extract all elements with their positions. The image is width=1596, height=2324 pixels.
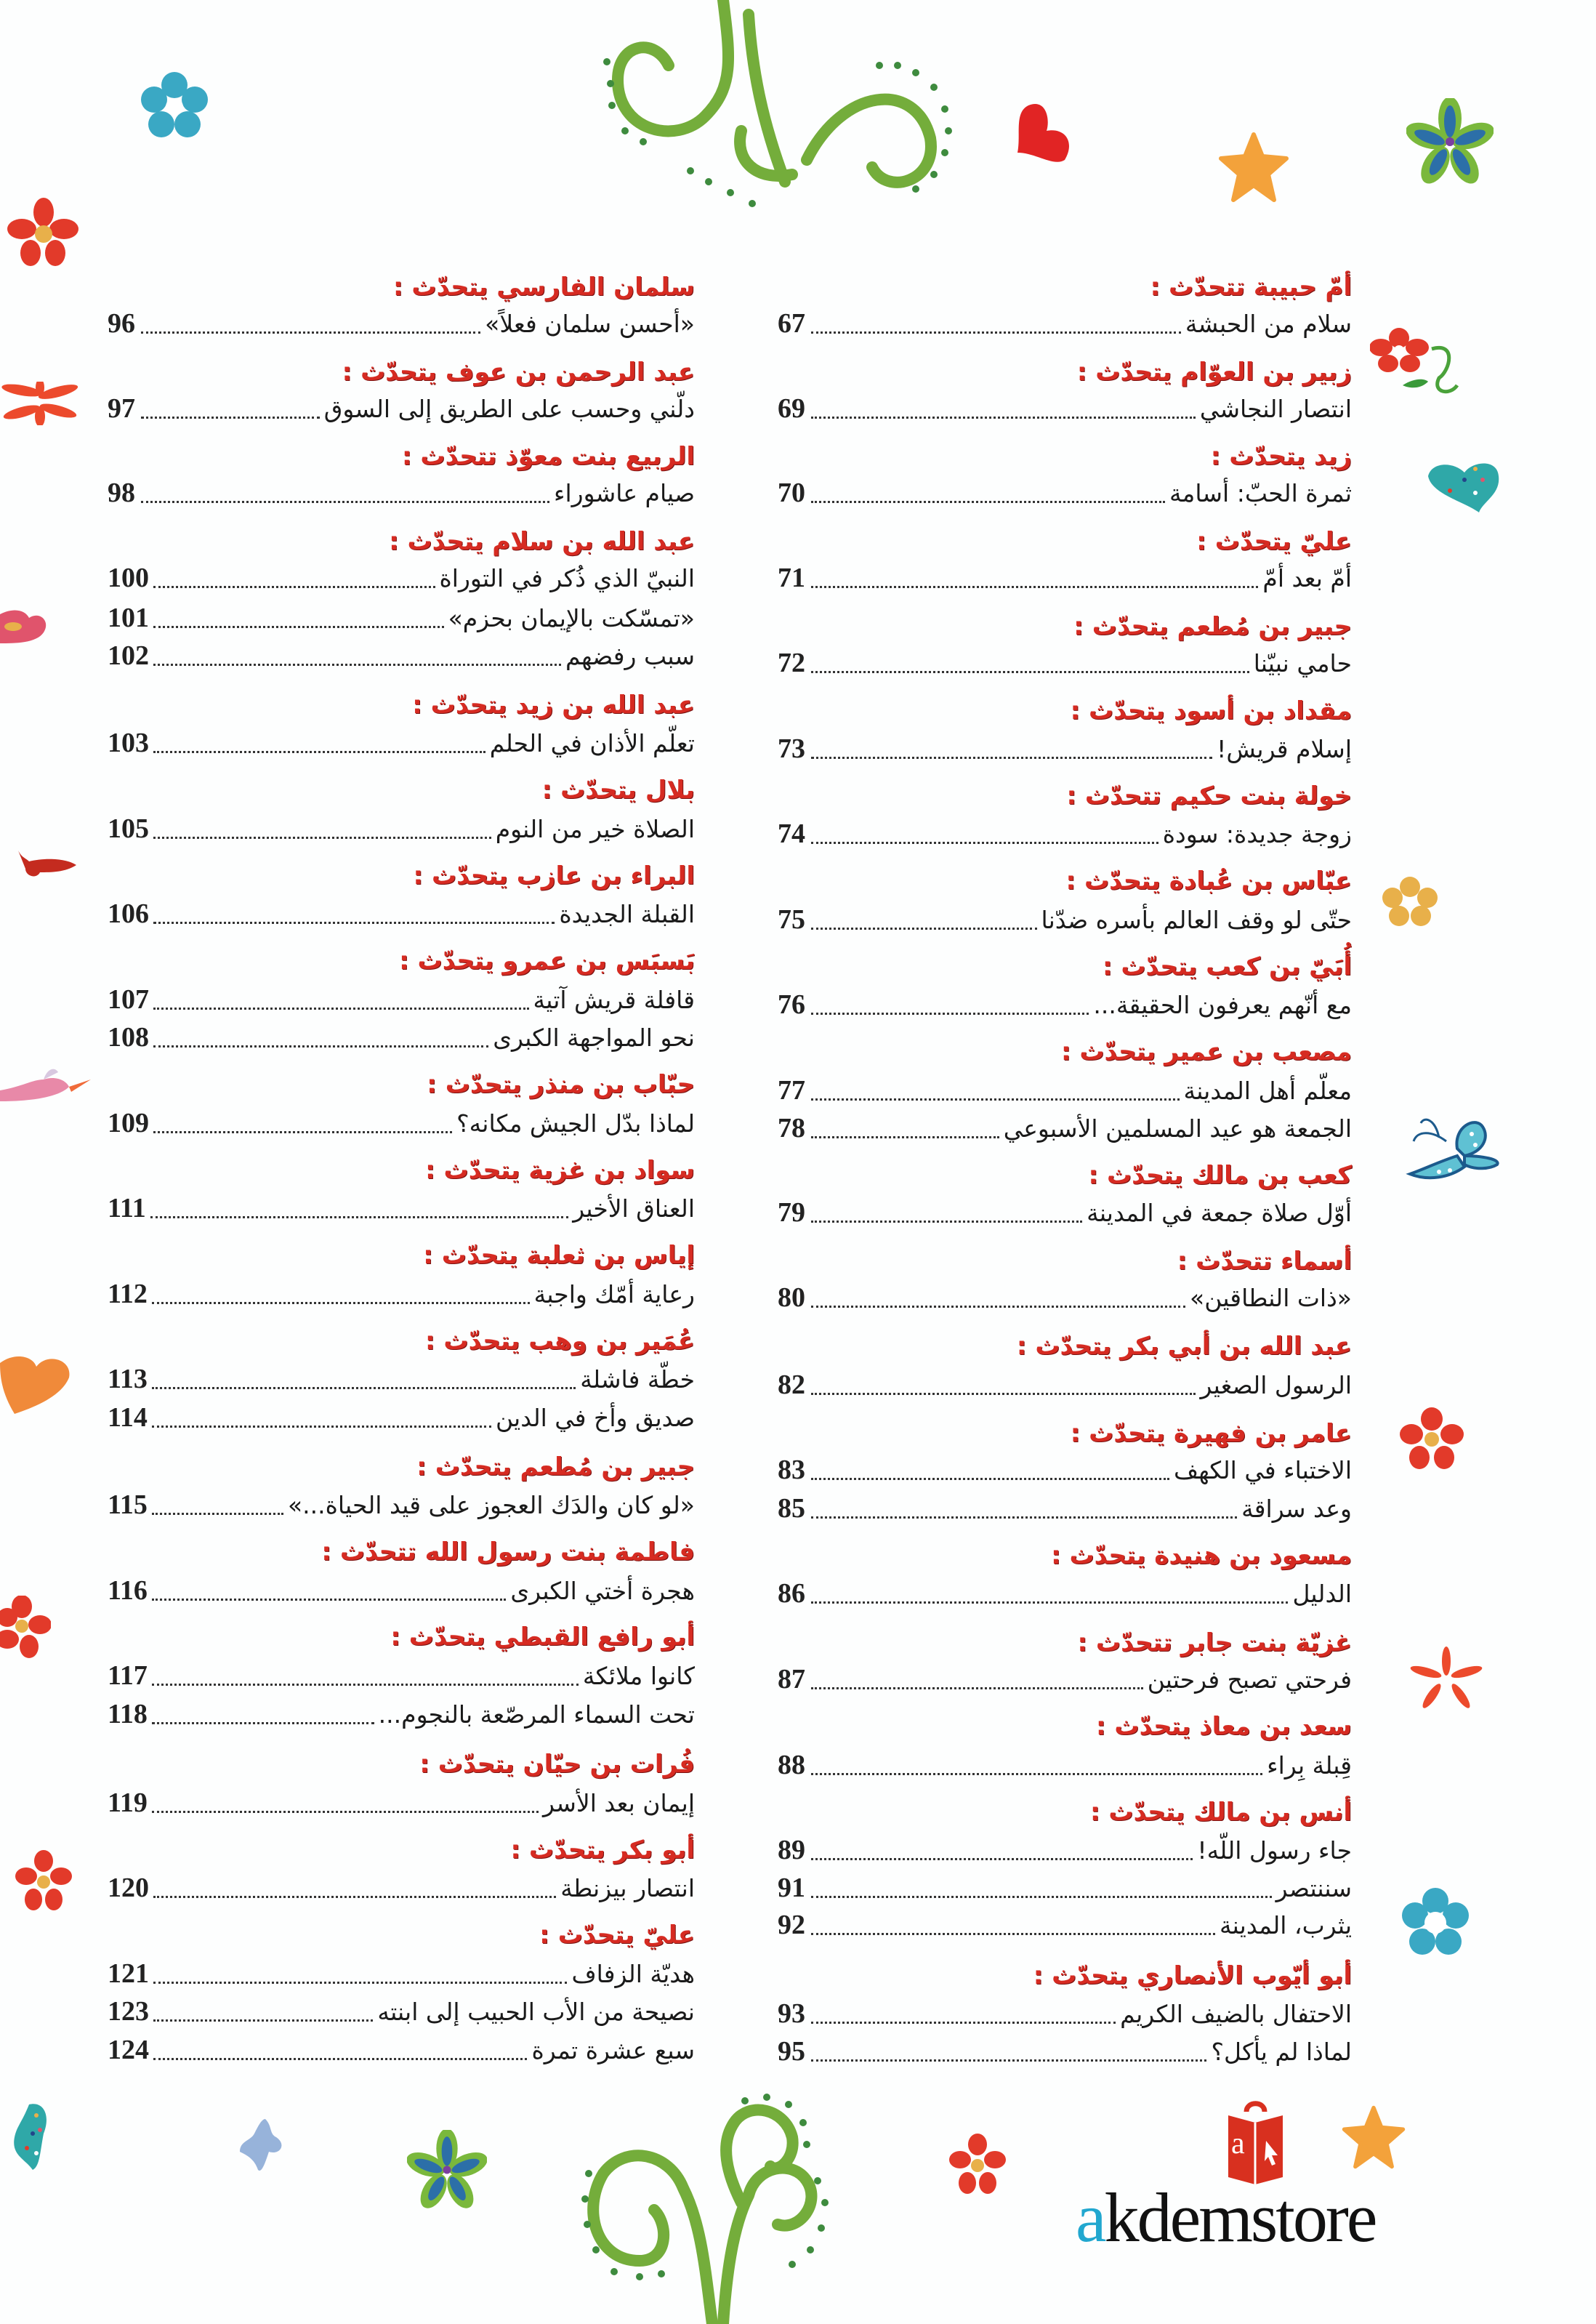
toc-entry[interactable]: [778, 1869, 1352, 1907]
entry-title: الجمعة هو عيد المسلمين الأسبوعي: [1003, 1114, 1352, 1143]
toc-entry[interactable]: [778, 1451, 1352, 1489]
page-number: 113: [108, 1364, 148, 1394]
page-number: 124: [108, 2035, 149, 2065]
flower-lavender-icon: [236, 2115, 287, 2177]
entry-title: أمّ بعد أمّ: [1262, 563, 1352, 592]
page-number: 108: [108, 1022, 149, 1053]
page-number: 86: [778, 1578, 805, 1609]
toc-entry[interactable]: [778, 1995, 1352, 2033]
toc-entry[interactable]: [108, 981, 695, 1018]
entry-title: مع أنّهم يعرفون الحقيقة...: [1093, 990, 1352, 1019]
page-number: 96: [108, 308, 135, 339]
entry-title: نحو المواجهة الكبرى: [493, 1023, 695, 1052]
dot-leader: [811, 1306, 1185, 1308]
entry-title: خطّة فاشلة: [580, 1364, 695, 1394]
dot-leader: [811, 1858, 1193, 1860]
dot-leader: [811, 331, 1181, 334]
toc-entry[interactable]: [778, 1831, 1352, 1869]
dot-leader: [141, 417, 320, 419]
section-heading: عبد الله بن أبي بكر يتحدّث :: [1016, 1332, 1352, 1361]
entry-title: الدليل: [1292, 1579, 1352, 1608]
entry-title: حتّى لو وقف العالم بأسره ضدّنا: [1041, 905, 1352, 934]
entry-title: نصيحة من الأب الحبيب إلى ابنته: [377, 1997, 695, 2026]
dot-leader: [811, 417, 1196, 419]
toc-entry[interactable]: [108, 810, 695, 848]
toc-entry[interactable]: [778, 986, 1352, 1024]
toc-entry[interactable]: [108, 1360, 695, 1398]
toc-entry[interactable]: [108, 637, 695, 675]
toc-entry[interactable]: [108, 1695, 695, 1733]
dot-leader: [811, 1933, 1215, 1935]
entry-title: زوجة جديدة: سودة: [1162, 819, 1352, 848]
entry-title: الاختباء في الكهف: [1174, 1455, 1352, 1484]
dot-leader: [811, 1478, 1169, 1480]
toc-entry[interactable]: [778, 1366, 1352, 1404]
logo-badge-letter: a: [1231, 2127, 1245, 2160]
entry-title: إيمان بعد الأسر: [543, 1788, 695, 1817]
entry-title: «أحسن سلمان فعلاً»: [485, 309, 695, 338]
toc-entry[interactable]: [778, 390, 1352, 427]
heart-teal-icon: [1424, 458, 1504, 516]
entry-title: إسلام قريش!: [1217, 734, 1352, 763]
page-number: 109: [108, 1108, 149, 1138]
section-heading: سواد بن غزية يتحدّث :: [425, 1156, 695, 1185]
entry-title: هجرة أختي الكبرى: [510, 1576, 695, 1605]
entry-title: لماذا لم يأكل؟: [1211, 2037, 1352, 2066]
entry-title: النبيّ الذي ذُكر في التوراة: [439, 563, 695, 592]
page-number: 83: [778, 1455, 805, 1485]
flower-red-bottom-left-icon: [15, 1850, 73, 1915]
toc-entry[interactable]: [108, 895, 695, 933]
section-heading: كعب بن مالك يتحدّث :: [1088, 1161, 1352, 1190]
entry-title: انتصار النجاشي: [1199, 394, 1352, 423]
dot-leader: [152, 1426, 491, 1428]
dot-leader: [141, 331, 480, 334]
section-heading: فاطمة بنت رسول الله تتحدّث :: [321, 1537, 695, 1567]
page-number: 78: [778, 1113, 805, 1143]
page-number: 89: [778, 1835, 805, 1865]
dot-leader: [811, 1393, 1196, 1395]
entry-title: القبلة الجديدة: [559, 899, 695, 928]
page-number: 69: [778, 393, 805, 424]
dot-leader: [152, 1684, 579, 1686]
toc-entry[interactable]: [778, 901, 1352, 938]
page-number: 112: [108, 1279, 148, 1309]
page-number: 107: [108, 984, 149, 1015]
entry-title: معلّم أهل المدينة: [1183, 1076, 1352, 1105]
section-heading: جبير بن مُطعم يتحدّث :: [416, 1452, 695, 1481]
page-number: 92: [778, 1910, 805, 1940]
page-number: 79: [778, 1197, 805, 1228]
entry-title: صيام عاشوراء: [553, 478, 695, 507]
heart-teal-bottom-icon: [11, 2101, 55, 2181]
dot-leader: [153, 1896, 556, 1898]
entry-title: الصلاة خير من النوم: [495, 814, 695, 843]
toc-entry[interactable]: [778, 1660, 1352, 1698]
toc-entry[interactable]: [108, 2031, 695, 2069]
section-heading: بَسبَس بن عمرو يتحدّث :: [399, 946, 695, 976]
section-heading: عبد الرحمن بن عوف يتحدّث :: [342, 358, 695, 387]
page-number: 75: [778, 904, 805, 935]
section-heading: عُمَير بن وهب يتحدّث :: [424, 1327, 695, 1356]
brand-name: kdemstore: [1104, 2179, 1376, 2256]
section-heading: حبّاب بن منذر يتحدّث :: [427, 1070, 695, 1099]
dot-leader: [153, 586, 435, 588]
page-number: 101: [108, 603, 149, 633]
dot-leader: [811, 1773, 1262, 1775]
dot-leader: [153, 1982, 567, 1984]
dot-leader: [811, 671, 1249, 673]
toc-entry[interactable]: [108, 724, 695, 762]
flower-red-small-icon: [0, 1596, 51, 1661]
entry-title: تعلّم الأذان في الحلم: [489, 728, 695, 757]
page-number: 74: [778, 819, 805, 849]
entry-title: كانوا ملائكة: [582, 1661, 695, 1690]
page-number: 87: [778, 1664, 805, 1694]
dot-leader: [811, 1516, 1237, 1519]
dot-leader: [152, 1387, 576, 1389]
section-heading: أبو أيّوب الأنصاري يتحدّث :: [1033, 1961, 1352, 1990]
dot-leader: [811, 928, 1037, 930]
dot-leader: [153, 1008, 529, 1010]
heart-pink-icon: [0, 603, 51, 654]
entry-title: سلام من الحبشة: [1185, 309, 1352, 338]
dot-leader: [811, 757, 1212, 759]
butterfly-icon: [1395, 1112, 1504, 1185]
entry-title: قافلة قريش آتية: [533, 985, 695, 1014]
dot-leader: [811, 586, 1258, 588]
entry-title: «ذات النطاقين»: [1190, 1283, 1352, 1312]
toc-entry[interactable]: [778, 644, 1352, 682]
dot-leader: [141, 501, 549, 503]
toc-entry[interactable]: [778, 1746, 1352, 1784]
toc-entry[interactable]: [108, 1399, 695, 1436]
section-heading: إياس بن ثعلبة يتحدّث :: [423, 1241, 695, 1270]
dot-leader: [152, 1722, 374, 1724]
page-number: 67: [778, 308, 805, 339]
toc-entry[interactable]: [108, 1993, 695, 2030]
entry-title: فرحتي تصبح فرحتين: [1147, 1665, 1352, 1694]
heart-red-icon: [1014, 98, 1079, 171]
section-heading: عبد الله بن سلام يتحدّث :: [389, 527, 695, 556]
section-heading: البراء بن عازب يتحدّث :: [413, 861, 695, 890]
brand-logo: [1076, 2097, 1454, 2256]
dot-leader: [811, 501, 1165, 503]
dot-leader: [811, 2059, 1206, 2062]
page-number: 115: [108, 1489, 148, 1520]
toc-entry[interactable]: [778, 1109, 1352, 1147]
page-number: 120: [108, 1873, 149, 1903]
dot-leader: [153, 922, 555, 924]
entry-title: الاحتفال بالضيف الكريم: [1120, 1999, 1352, 2028]
page-number: 105: [108, 813, 149, 844]
toc-entry[interactable]: [778, 1071, 1352, 1109]
dot-leader: [811, 1221, 1082, 1223]
decorative-swirl-bottom-icon: [560, 2086, 879, 2324]
entry-title: انتصار بيزنطة: [560, 1873, 695, 1902]
section-heading: زبير بن العوّام يتحدّث :: [1076, 358, 1352, 387]
toc-entry[interactable]: [108, 305, 695, 342]
page-number: 88: [778, 1750, 805, 1780]
toc-entry[interactable]: [108, 1018, 695, 1056]
page-number: 119: [108, 1788, 148, 1818]
entry-title: حامي نبيّنا: [1253, 648, 1352, 678]
page-number: 97: [108, 393, 135, 424]
page-number: 72: [778, 648, 805, 678]
flower-blue-icon: [138, 69, 211, 142]
toc-entry[interactable]: [108, 1104, 695, 1142]
dot-leader: [152, 1513, 283, 1515]
dot-leader: [811, 1136, 999, 1138]
flower-red-icon: [7, 196, 80, 269]
entry-title: دلّني وحسب على الطريق إلى السوق: [323, 394, 695, 423]
toc-entry[interactable]: [778, 559, 1352, 597]
page-number: 121: [108, 1958, 149, 1989]
page-number: 73: [778, 733, 805, 764]
page-number: 100: [108, 563, 149, 593]
entry-title: تحت السماء المرصّعة بالنجوم...: [378, 1700, 695, 1729]
entry-title: العناق الأخير: [573, 1194, 695, 1223]
section-heading: أبو رافع القبطي يتحدّث :: [390, 1623, 695, 1652]
toc-entry[interactable]: [108, 1275, 695, 1313]
toc-entry[interactable]: [108, 1784, 695, 1822]
leaf-red-icon: [7, 847, 80, 905]
dot-leader: [811, 1601, 1288, 1604]
section-heading: مقداد بن أسود يتحدّث :: [1070, 696, 1352, 725]
toc-entry[interactable]: [108, 1869, 695, 1907]
dot-leader: [153, 1131, 452, 1133]
dot-leader: [153, 664, 561, 666]
entry-title: «لو كان والدَك العجوز على قيد الحياة...»: [287, 1490, 695, 1519]
entry-title: ثمرة الحبّ: أسامة: [1169, 478, 1352, 507]
page-number: 82: [778, 1370, 805, 1400]
flower-starburst-icon: [0, 382, 80, 425]
section-heading: أنس بن مالك يتحدّث :: [1090, 1798, 1352, 1827]
dot-leader: [811, 842, 1158, 844]
section-heading: جبير بن مُطعم يتحدّث :: [1073, 612, 1352, 641]
toc-entry[interactable]: [778, 2033, 1352, 2070]
flower-green-blue-bottom-icon: [407, 2130, 487, 2210]
toc-entry[interactable]: [778, 730, 1352, 768]
entry-title: صديق وأخ في الدين: [495, 1403, 695, 1432]
flower-red-right-icon: [1399, 1407, 1464, 1472]
page-number: 123: [108, 1996, 149, 2027]
entry-title: سبب رفضهم: [565, 641, 695, 670]
section-heading: مسعود بن هنيدة يتحدّث :: [1051, 1541, 1352, 1570]
entry-title: سبع عشرة تمرة: [531, 2035, 695, 2064]
dot-leader: [811, 1896, 1272, 1898]
page-number: 76: [778, 989, 805, 1020]
dot-leader: [811, 1098, 1180, 1101]
section-heading: عليّ يتحدّث :: [539, 1921, 695, 1950]
entry-title: «تمسّكت بالإيمان بحزم»: [448, 603, 695, 632]
page-number: 98: [108, 478, 135, 508]
section-heading: خولة بنت حكيم تتحدّث :: [1066, 781, 1352, 811]
dot-leader: [153, 1045, 488, 1048]
brand-wordmark: [1076, 2177, 1376, 2258]
page-number: 117: [108, 1660, 148, 1691]
decorative-swirl-top-icon: [567, 0, 1003, 247]
brand-accent-letter: a: [1076, 2179, 1105, 2256]
section-heading: مصعب بن عمير يتحدّث :: [1060, 1037, 1352, 1066]
entry-title: يثرب، المدينة: [1219, 1910, 1352, 1939]
entry-title: جاء رسول اللّه!: [1197, 1836, 1352, 1865]
page-number: 111: [108, 1193, 146, 1223]
section-heading: بلال يتحدّث :: [541, 776, 695, 805]
entry-title: رعاية أمّك واجبة: [533, 1279, 695, 1308]
entry-title: هديّة الزفاف: [571, 1959, 695, 1988]
page-number: 95: [778, 2036, 805, 2067]
flower-starburst-right-icon: [1410, 1646, 1483, 1712]
toc-entry[interactable]: [778, 1575, 1352, 1612]
entry-title: الرسول الصغير: [1200, 1370, 1352, 1399]
dot-leader: [153, 2019, 373, 2022]
entry-title: وعد سراقة: [1241, 1494, 1352, 1523]
page-number: 114: [108, 1402, 148, 1433]
page-number: 70: [778, 478, 805, 508]
toc-entry[interactable]: [778, 815, 1352, 853]
dot-leader: [153, 837, 491, 839]
toc-entry[interactable]: [108, 1955, 695, 1993]
dot-leader: [153, 626, 444, 628]
star-orange-icon: [1217, 131, 1290, 204]
section-heading: الربيع بنت معوّذ تتحدّث :: [402, 442, 695, 471]
dot-leader: [152, 1811, 539, 1813]
toc-entry[interactable]: [108, 1572, 695, 1609]
dot-leader: [153, 751, 485, 753]
toc-entry[interactable]: [108, 1486, 695, 1524]
entry-title: سننتصر: [1275, 1873, 1352, 1902]
toc-entry[interactable]: [108, 1657, 695, 1694]
toc-entry[interactable]: [778, 474, 1352, 512]
entry-title: أوّل صلاة جمعة في المدينة: [1087, 1198, 1352, 1227]
toc-entry[interactable]: [778, 305, 1352, 342]
flower-red-bottom-icon: [948, 2134, 1007, 2199]
section-heading: سعد بن معاذ يتحدّث :: [1096, 1712, 1352, 1741]
toc-entry[interactable]: [778, 1279, 1352, 1316]
page-number: 118: [108, 1699, 148, 1729]
dot-leader: [811, 1013, 1089, 1015]
page-number: 93: [778, 1998, 805, 2029]
bird-pink-icon: [0, 1058, 94, 1116]
dot-leader: [152, 1599, 506, 1601]
flower-vine-icon: [1370, 327, 1486, 407]
toc-entry[interactable]: [778, 1489, 1352, 1527]
page-number: 85: [778, 1493, 805, 1524]
toc-entry[interactable]: [778, 1194, 1352, 1231]
section-heading: فُرات بن حيّان يتحدّث :: [419, 1750, 695, 1779]
toc-entry[interactable]: [108, 474, 695, 512]
dot-leader: [152, 1302, 530, 1304]
section-heading: أمّ حبيبة تتحدّث :: [1150, 273, 1352, 302]
toc-entry[interactable]: [108, 599, 695, 637]
dot-leader: [150, 1216, 568, 1218]
section-heading: عبّاس بن عُبادة يتحدّث :: [1065, 867, 1352, 896]
section-heading: عليّ يتحدّث :: [1196, 527, 1352, 556]
section-heading: سلمان الفارسي يتحدّث :: [392, 273, 695, 302]
entry-title: قِبلة بِراء: [1267, 1750, 1352, 1780]
page-number: 102: [108, 640, 149, 671]
section-heading: أبو بكر يتحدّث :: [510, 1836, 695, 1865]
dot-leader: [153, 2058, 527, 2060]
section-heading: عبد الله بن زيد يتحدّث :: [412, 691, 695, 720]
flower-green-blue-icon: [1406, 98, 1494, 185]
section-heading: أُبَيّ بن كعب يتحدّث :: [1102, 952, 1352, 981]
flower-blue-right-icon: [1399, 1886, 1472, 1959]
toc-entry[interactable]: [108, 559, 695, 597]
page-number: 77: [778, 1075, 805, 1106]
section-heading: عامر بن فهيرة يتحدّث :: [1070, 1419, 1352, 1448]
entry-title: لماذا بدّل الجيش مكانه؟: [456, 1109, 695, 1138]
page-number: 116: [108, 1575, 148, 1606]
page-number: 91: [778, 1873, 805, 1903]
section-heading: أسماء تتحدّث :: [1177, 1247, 1352, 1276]
section-heading: غزيّة بنت جابر تتحدّث :: [1077, 1628, 1352, 1657]
section-heading: زيد يتحدّث :: [1210, 442, 1352, 471]
toc-entry[interactable]: [108, 390, 695, 427]
dot-leader: [811, 1687, 1143, 1689]
page-number: 106: [108, 898, 149, 929]
dot-leader: [811, 2022, 1116, 2024]
toc-entry[interactable]: [108, 1189, 695, 1227]
page-number: 80: [778, 1282, 805, 1313]
toc-entry[interactable]: [778, 1906, 1352, 1944]
flower-yellow-icon: [1381, 876, 1439, 927]
page-number: 103: [108, 728, 149, 758]
page-number: 71: [778, 563, 805, 593]
heart-orange-icon: [0, 1352, 73, 1418]
